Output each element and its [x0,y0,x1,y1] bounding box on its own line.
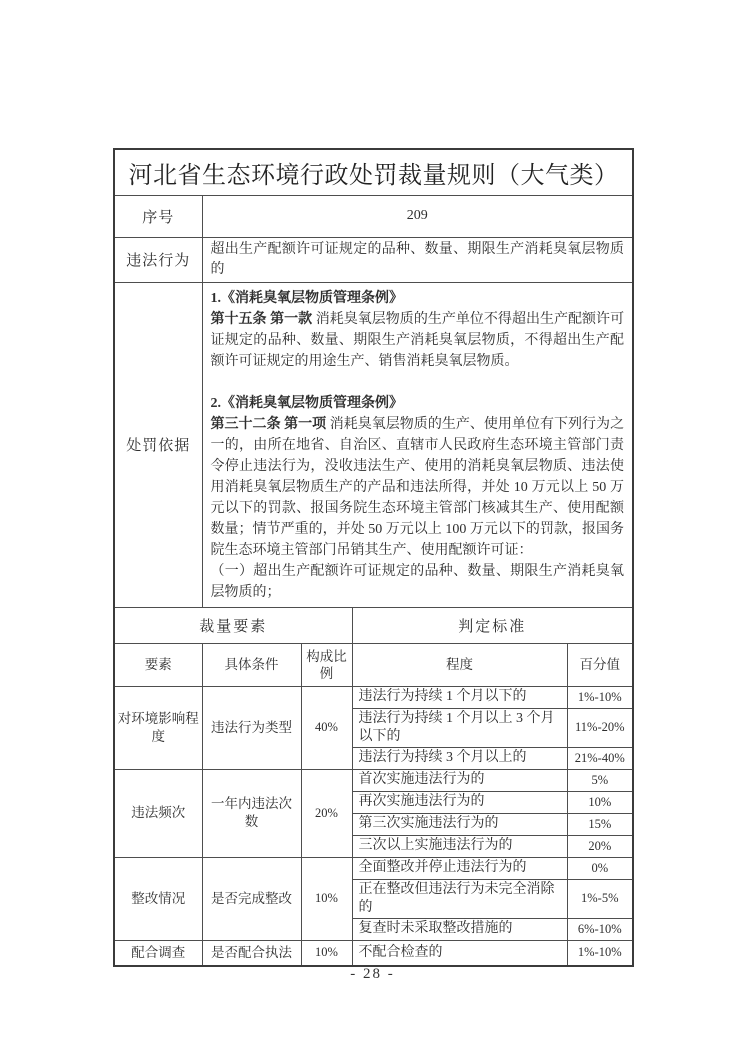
serial-value: 209 [202,195,633,237]
col-header-percent: 百分值 [567,643,633,686]
condition-cell: 是否配合执法 [202,940,301,966]
basis-item2-article: 第三十二条 第一项 [210,416,327,432]
table-row [114,686,633,708]
percent-cell: 21%-40% [567,747,633,769]
percent-cell: 1%-10% [567,940,633,966]
table-row [114,769,633,791]
basis-item2-body: 消耗臭氧层物质的生产、使用单位有下列行为之一的，由所在地省、自治区、直辖市人民政府生态环境主管部门责令停止违法行为，没收违法生产、使用的消耗臭氧层物质、违法使用消耗臭氧层物质生产的产品和违法所得，并处 10 万元以上 50 万元以下的罚款、报国务院生态环境主管部门核减其生产、使用配额数量；情节严重的，并处 50 万元以上 100 万元以下的罚款，报国务院生态环境主管部门吊销其生产、使用配额许可证： [210,416,625,558]
violation-label: 违法行为 [114,237,202,282]
factor-name-cell: 整改情况 [114,857,202,940]
basis-item2-text [211,414,625,561]
basis-content [202,282,633,607]
basis-item2-title: 2.《消耗臭氧层物质管理条例》 [210,395,403,411]
factor-name-cell: 对环境影响程度 [114,686,202,769]
percent-cell: 1%-10% [567,686,633,708]
col-header-ratio: 构成比例 [301,643,352,686]
column-header-row [114,643,633,686]
basis-item1-title: 1.《消耗臭氧层物质管理条例》 [210,290,403,306]
degree-cell: 不配合检查的 [352,940,567,966]
serial-label: 序号 [114,195,202,237]
degree-cell: 正在整改但违法行为未完全消除的 [352,879,567,918]
table-row [114,940,633,966]
document-page [113,148,632,967]
percent-cell: 20% [567,835,633,857]
basis-label: 处罚依据 [114,282,202,607]
percent-cell: 0% [567,857,633,879]
factor-name-cell: 配合调查 [114,940,202,966]
percent-cell: 11%-20% [567,708,633,747]
penalty-rule-table [113,148,634,967]
degree-cell: 再次实施违法行为的 [352,791,567,813]
page-number: - 28 - [350,966,395,982]
document-title: 河北省生态环境行政处罚裁量规则（大气类） [114,149,633,195]
basis-item1-body: 消耗臭氧层物质的生产单位不得超出生产配额许可证规定的品种、数量、期限生产消耗臭氧层物质，不得超出生产配额许可证规定的用途生产、销售消耗臭氧层物质。 [210,311,625,369]
percent-cell: 1%-5% [567,879,633,918]
group-header-judgment-criteria: 判定标准 [352,607,633,643]
condition-cell: 违法行为类型 [202,686,301,769]
percent-cell: 10% [567,791,633,813]
violation-text: 超出生产配额许可证规定的品种、数量、期限生产消耗臭氧层物质的 [202,237,633,282]
condition-cell: 一年内违法次数 [202,769,301,857]
basis-item2-subitem: （一）超出生产配额许可证规定的品种、数量、期限生产消耗臭氧层物质的； [210,563,625,600]
percent-cell: 15% [567,813,633,835]
ratio-cell: 40% [301,686,352,769]
degree-cell: 第三次实施违法行为的 [352,813,567,835]
group-header-discretion-factors: 裁量要素 [114,607,352,643]
degree-cell: 复查时未采取整改措施的 [352,918,567,940]
serial-row [114,195,633,237]
title-row [114,149,633,195]
col-header-degree: 程度 [352,643,567,686]
ratio-cell: 10% [301,940,352,966]
basis-item1-article: 第十五条 第一款 [210,311,313,327]
violation-row [114,237,633,282]
col-header-condition: 具体条件 [202,643,301,686]
degree-cell: 三次以上实施违法行为的 [352,835,567,857]
degree-cell: 违法行为持续 1 个月以下的 [352,686,567,708]
degree-cell: 违法行为持续 3 个月以上的 [352,747,567,769]
percent-cell: 5% [567,769,633,791]
group-header-row [114,607,633,643]
col-header-factor: 要素 [114,643,202,686]
degree-cell: 违法行为持续 1 个月以上 3 个月以下的 [352,708,567,747]
degree-cell: 全面整改并停止违法行为的 [352,857,567,879]
condition-cell: 是否完成整改 [202,857,301,940]
basis-row [114,282,633,607]
basis-item1-text [211,309,625,372]
ratio-cell: 20% [301,769,352,857]
percent-cell: 6%-10% [567,918,633,940]
factor-name-cell: 违法频次 [114,769,202,857]
ratio-cell: 10% [301,857,352,940]
degree-cell: 首次实施违法行为的 [352,769,567,791]
table-row [114,857,633,879]
